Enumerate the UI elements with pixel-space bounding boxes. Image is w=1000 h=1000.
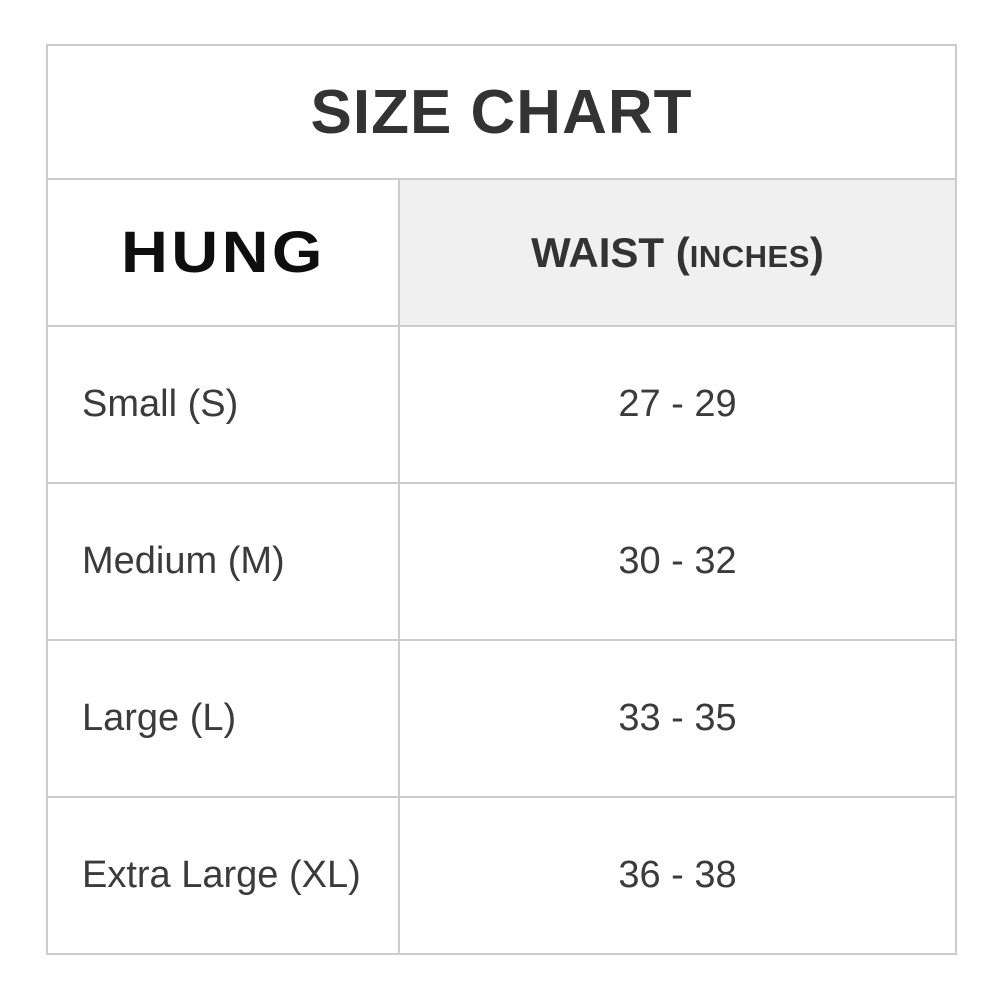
- size-chart-table: [46, 44, 957, 955]
- table-row: [47, 326, 956, 483]
- waist-cell: 27 - 29: [399, 326, 956, 483]
- size-cell: Extra Large (XL): [47, 797, 399, 954]
- size-cell: Large (L): [47, 640, 399, 797]
- waist-header-prefix: WAIST (: [531, 228, 690, 276]
- waist-header-unit: INCHES: [689, 238, 810, 274]
- chart-title: SIZE CHART: [47, 45, 956, 179]
- size-cell: Small (S): [47, 326, 399, 483]
- waist-cell: 33 - 35: [399, 640, 956, 797]
- header-row: [47, 179, 956, 326]
- title-row: [47, 45, 956, 179]
- table-row: [47, 483, 956, 640]
- waist-cell: 36 - 38: [399, 797, 956, 954]
- waist-cell: 30 - 32: [399, 483, 956, 640]
- table-row: [47, 640, 956, 797]
- brand-logo-cell: [47, 179, 399, 326]
- table-row: [47, 797, 956, 954]
- size-cell: Medium (M): [47, 483, 399, 640]
- waist-header-suffix: ): [809, 228, 824, 276]
- brand-logo: HUNG: [120, 220, 326, 285]
- column-header-waist: [399, 179, 956, 326]
- size-chart: [46, 44, 955, 955]
